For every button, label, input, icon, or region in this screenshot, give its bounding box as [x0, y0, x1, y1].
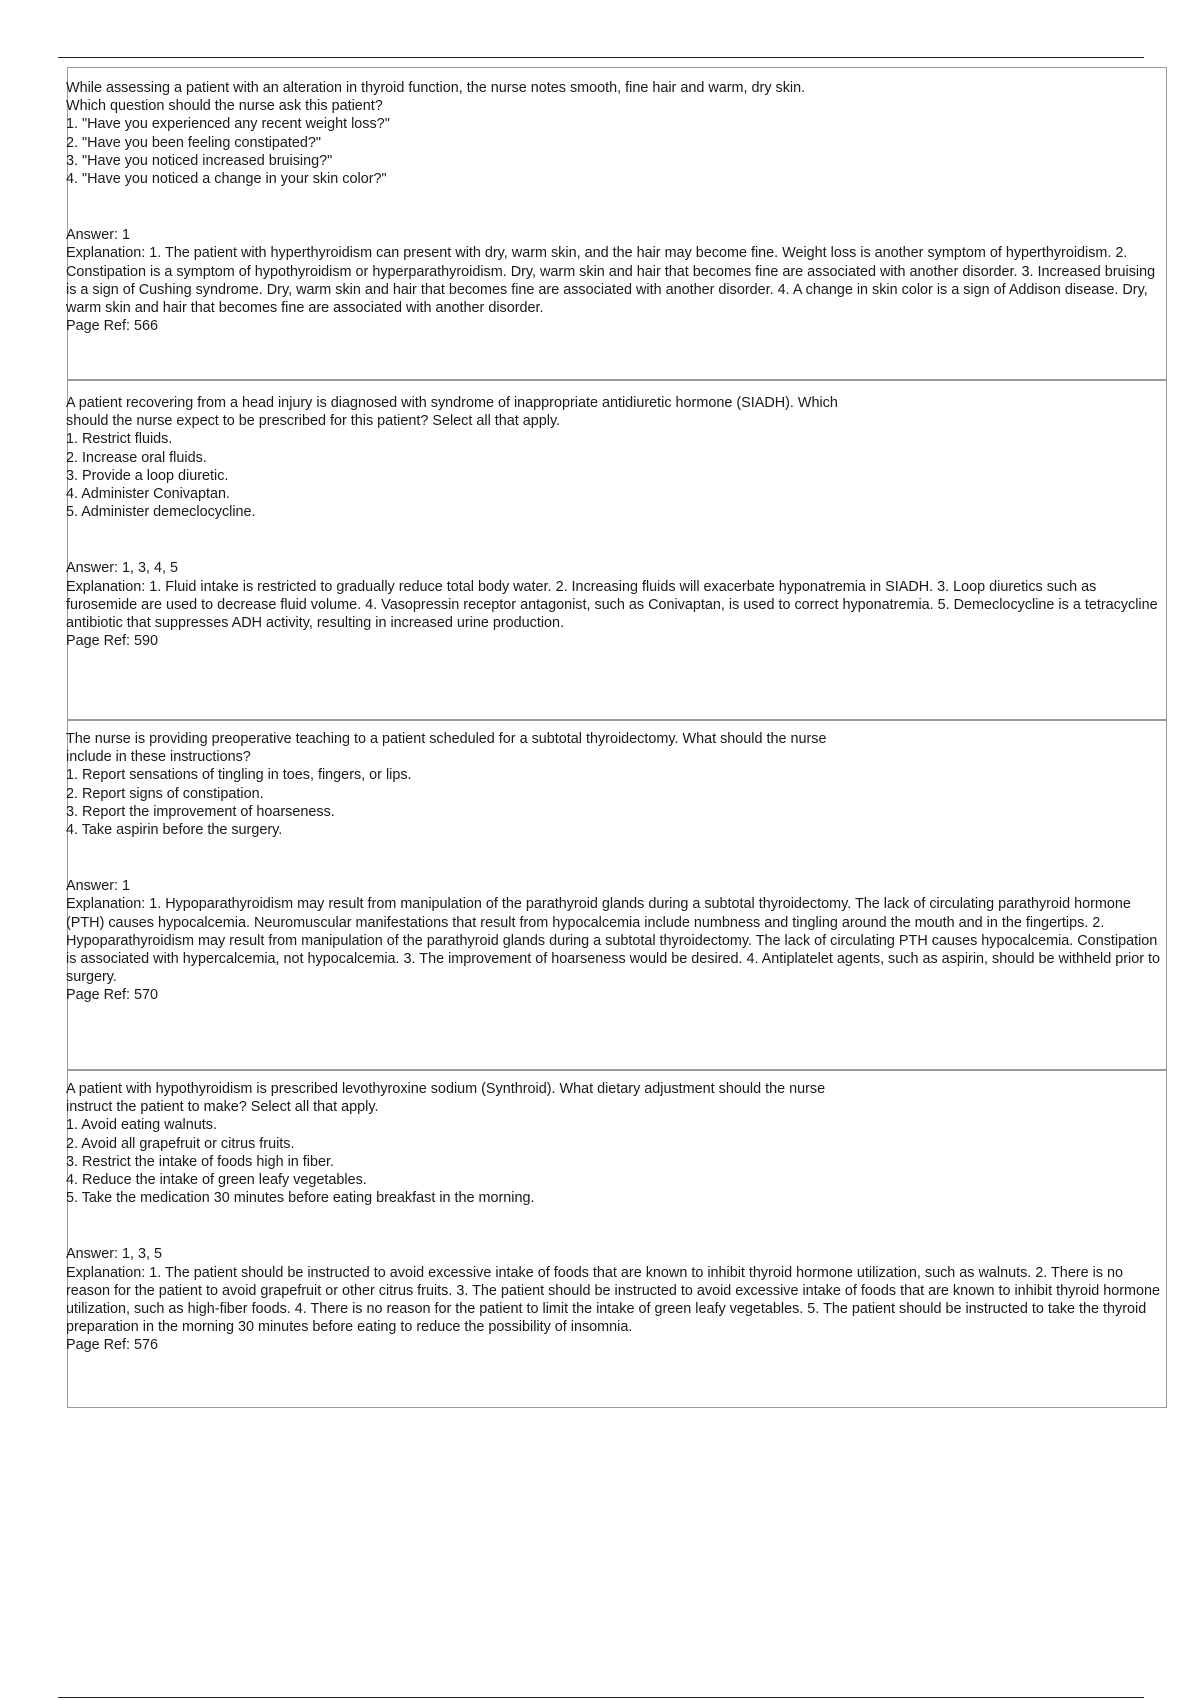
answer-option: 4. Reduce the intake of green leafy vegetables. [66, 1172, 367, 1189]
page-ref: Page Ref: 576 [66, 1337, 159, 1354]
page-ref: Page Ref: 590 [66, 633, 159, 650]
answer-option: 3. Restrict the intake of foods high in fiber. [66, 1153, 334, 1170]
answer-option: 1. "Have you experienced any recent weight loss?" [66, 116, 390, 133]
answer-option: 2. "Have you been feeling constipated?" [66, 134, 322, 151]
answer-key: Answer: 1 [66, 878, 130, 895]
question-box-4 [67, 1070, 1167, 1408]
answer-option: 3. "Have you noticed increased bruising?" [66, 152, 333, 169]
explanation: Explanation: 1. The patient with hyperthyroidism can present with dry, warm skin, and the hair may become fine. Weight loss is another symptom of hyperthyroidism. 2. Constipation is a symptom of hypothyroidism or hyperparathyroidism. Dry, warm skin and hair that becomes fine are associated with another disorder. 3. Increased bruising is a sign of Cushing syndrome. Dry, warm skin and hair that becomes fine are associated with another disorder. 4. A change in skin color is a sign of Addison disease. Dry, warm skin and hair that becomes fine are associated with another disorder. [66, 245, 1156, 317]
answer-option: 3. Provide a loop diuretic. [66, 467, 229, 484]
answer-option: 2. Increase oral fluids. [66, 449, 207, 466]
answer-key: Answer: 1 [66, 227, 130, 244]
question-stem: A patient recovering from a head injury is diagnosed with syndrome of inappropriate antidiuretic hormone (SIADH). Which should the nurse expect to be prescribed for this patient? Select all that apply. [66, 395, 838, 430]
answer-option: 1. Report sensations of tingling in toes, fingers, or lips. [66, 767, 412, 784]
explanation: Explanation: 1. Hypoparathyroidism may result from manipulation of the parathyroid glands during a subtotal thyroidectomy. The lack of circulating parathyroid hormone (PTH) causes hypocalcemia. Neuromuscular manifestations that result from hypocalcemia include numbness and tingling around the mouth and in the fingertips. 2. Hypoparathyroidism may result from manipulation of the parathyroid glands during a subtotal thyroidectomy. The lack of circulating PTH causes hypocalcemia. Constipation is associated with hypercalcemia, not hypocalcemia. 3. The improvement of hoarseness would be desired. 4. Antiplatelet agents, such as aspirin, should be withheld prior to surgery. [66, 896, 1161, 986]
answer-option: 5. Take the medication 30 minutes before eating breakfast in the morning. [66, 1190, 535, 1207]
answer-key: Answer: 1, 3, 4, 5 [66, 560, 178, 577]
answer-option: 4. Take aspirin before the surgery. [66, 822, 283, 839]
explanation: Explanation: 1. The patient should be instructed to avoid excessive intake of foods that are known to inhibit thyroid hormone utilization, such as walnuts. 2. There is no reason for the patient to avoid grapefruit or other citrus fruits. 3. The patient should be instructed to avoid excessive intake of foods that are known to inhibit thyroid hormone utilization, such as high-fiber foods. 4. There is no reason for the patient to limit the intake of green leafy vegetables. 5. The patient should be instructed to take the thyroid preparation in the morning 30 minutes before eating to reduce the possibility of insomnia. [66, 1264, 1161, 1336]
answer-option: 2. Avoid all grapefruit or citrus fruits. [66, 1135, 295, 1152]
answer-key: Answer: 1, 3, 5 [66, 1246, 162, 1263]
page-ref: Page Ref: 570 [66, 987, 159, 1004]
answer-option: 1. Restrict fluids. [66, 431, 173, 448]
answer-option: 3. Report the improvement of hoarseness. [66, 803, 335, 820]
page-ref: Page Ref: 566 [66, 318, 159, 335]
question-box-1 [67, 67, 1167, 380]
answer-option: 4. "Have you noticed a change in your skin color?" [66, 171, 387, 188]
answer-option: 2. Report signs of constipation. [66, 785, 264, 802]
question-stem: The nurse is providing preoperative teaching to a patient scheduled for a subtotal thyroidectomy. What should the nurse include in these instructions? [66, 731, 827, 766]
answer-option: 5. Administer demeclocycline. [66, 504, 256, 521]
question-box-3 [67, 720, 1167, 1070]
top-rule [58, 57, 1144, 58]
question-stem: While assessing a patient with an alteration in thyroid function, the nurse notes smooth, fine hair and warm, dry skin. Which question should the nurse ask this patient? [66, 80, 806, 115]
answer-option: 1. Avoid eating walnuts. [66, 1117, 217, 1134]
question-stem: A patient with hypothyroidism is prescribed levothyroxine sodium (Synthroid). What dietary adjustment should the nurse instruct the patient to make? Select all that apply. [66, 1081, 826, 1116]
explanation: Explanation: 1. Fluid intake is restricted to gradually reduce total body water. 2. Increasing fluids will exacerbate hyponatremia in SIADH. 3. Loop diuretics such as furosemide are used to decrease fluid volume. 4. Vasopressin receptor antagonist, such as Conivaptan, is used to correct hyponatremia. 5. Demeclocycline is a tetracycline antibiotic that suppresses ADH activity, resulting in increased urine production. [66, 578, 1158, 632]
bottom-rule [58, 1697, 1144, 1698]
question-box-2 [67, 380, 1167, 720]
answer-option: 4. Administer Conivaptan. [66, 486, 230, 503]
